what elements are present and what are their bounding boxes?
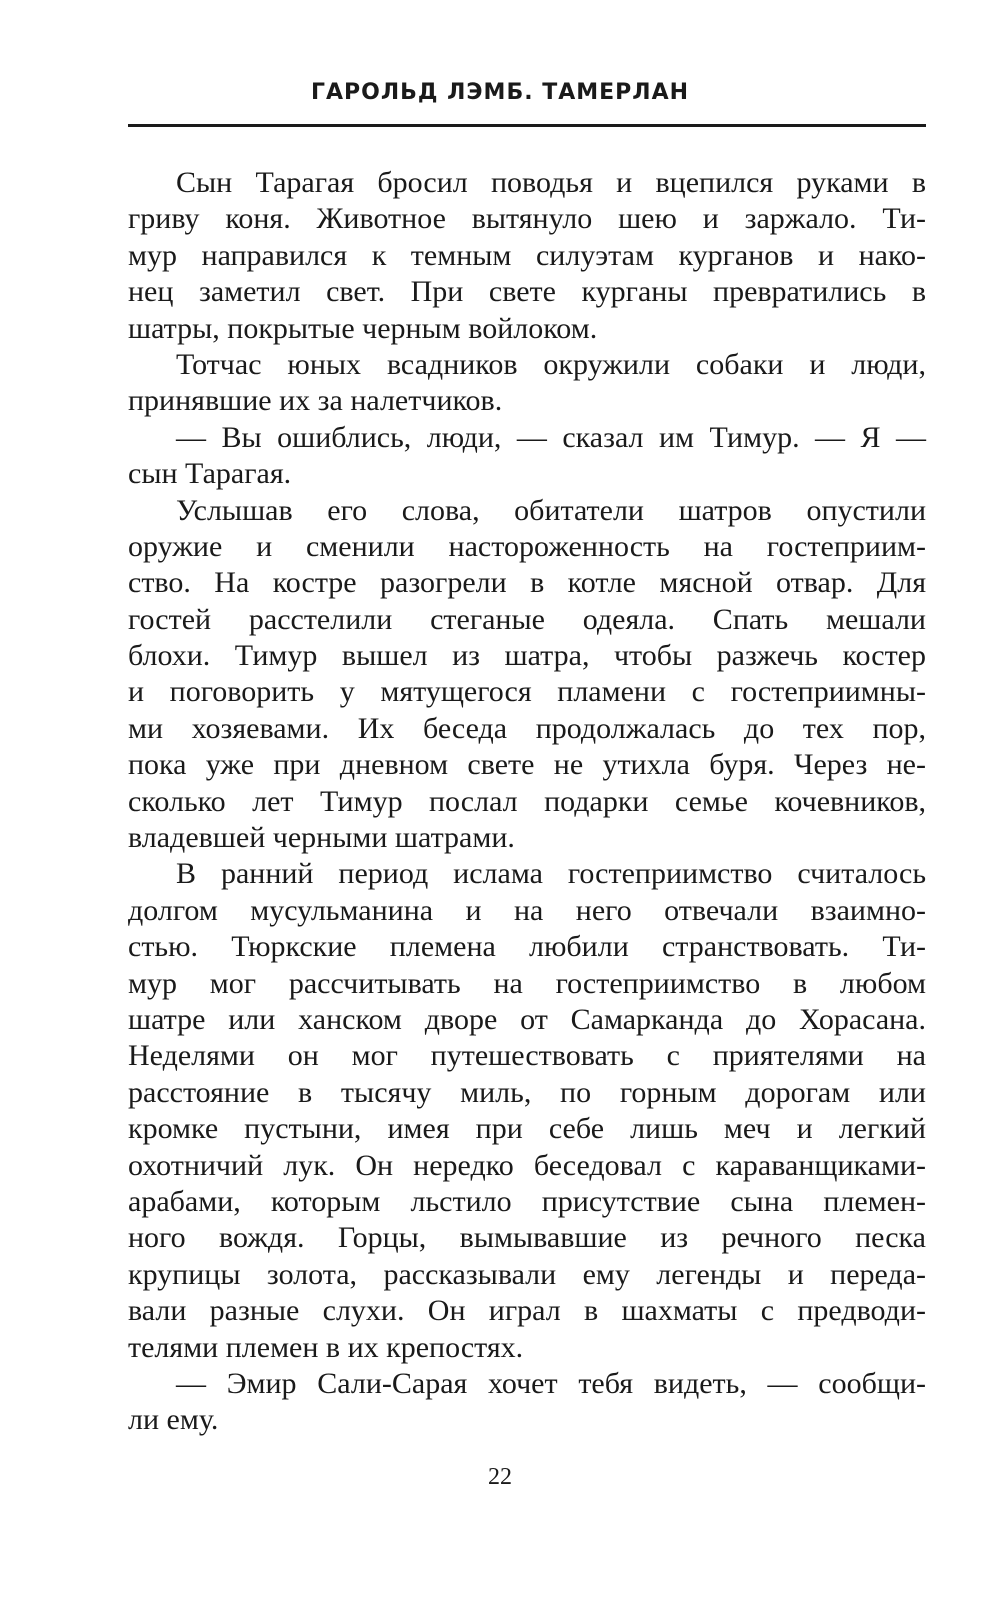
body-text <box>128 165 926 1439</box>
text-line: принявшие их за налетчиков. <box>128 384 503 418</box>
text-line: блохи. Тимур вышел из шатра, чтобы разжечь костер <box>128 639 926 673</box>
text-line: гриву коня. Животное вытянуло шею и заржало. Ти- <box>128 202 926 236</box>
paragraph <box>128 165 926 347</box>
text-line: — Вы ошиблись, люди, — сказал им Тимур. — Я — <box>176 420 926 454</box>
text-line: шатре или ханском дворе от Самарканда до Хорасана. <box>128 1002 926 1036</box>
text-line: Услышав его слова, обитатели шатров опустили <box>176 493 926 527</box>
text-line: владевшей черными шатрами. <box>128 821 515 855</box>
header-rule <box>128 124 926 127</box>
text-line: крупицы золота, рассказывали ему легенды и переда- <box>128 1257 926 1291</box>
running-head: ГАРОЛЬД ЛЭМБ. ТАМЕРЛАН <box>310 80 690 105</box>
text-line: пока уже при дневном свете не утихла буря. Через не- <box>128 748 926 782</box>
text-line: ство. На костре разогрели в котле мясной отвар. Для <box>128 566 926 600</box>
text-line: ми хозяевами. Их беседа продолжалась до тех пор, <box>128 711 926 745</box>
text-line: мур направился к темным силуэтам курганов и нако- <box>128 238 926 272</box>
text-line: Неделями он мог путешествовать с приятелями на <box>128 1039 926 1073</box>
text-line: сын Тарагая. <box>128 457 292 491</box>
text-line: — Эмир Сали-Сарая хочет тебя видеть, — сообщи- <box>176 1366 926 1400</box>
text-line: вали разные слухи. Он играл в шахматы с предводи- <box>128 1294 926 1328</box>
paragraph <box>128 856 926 1365</box>
text-line: шатры, покрытые черным войлоком. <box>128 311 598 345</box>
text-line: арабами, которым льстило присутствие сына племен- <box>128 1184 926 1218</box>
text-line: Тотчас юных всадников окружили собаки и люди, <box>176 347 926 381</box>
text-line: ного вождя. Горцы, вымывавшие из речного песка <box>128 1221 926 1255</box>
page-number: 22 <box>488 1464 512 1490</box>
text-line: Сын Тарагая бросил поводья и вцепился руками в <box>176 166 926 199</box>
text-line: оружие и сменили настороженность на гостеприим- <box>128 529 926 563</box>
text-line: и поговорить у мятущегося пламени с гостеприимны- <box>128 675 926 709</box>
text-line: нец заметил свет. При свете курганы превратились в <box>128 275 926 309</box>
text-line: мур мог рассчитывать на гостеприимство в любом <box>128 966 926 1000</box>
paragraph <box>128 1366 926 1439</box>
text-line: кромке пустыни, имея при себе лишь меч и легкий <box>128 1112 926 1146</box>
paragraph <box>128 493 926 857</box>
text-line: охотничий лук. Он нередко беседовал с караванщиками- <box>128 1148 926 1182</box>
text-line: ли ему. <box>128 1403 219 1437</box>
text-line: стью. Тюркские племена любили странствовать. Ти- <box>128 930 926 964</box>
text-line: гостей расстелили стеганые одеяла. Спать мешали <box>128 602 926 636</box>
text-line: телями племен в их крепостях. <box>128 1330 524 1364</box>
text-line: долгом мусульманина и на него отвечали взаимно- <box>128 893 926 927</box>
text-line: сколько лет Тимур послал подарки семье кочевников, <box>128 784 926 818</box>
paragraph <box>128 420 926 493</box>
text-line: расстояние в тысячу миль, по горным дорогам или <box>128 1075 926 1109</box>
text-line: В ранний период ислама гостеприимство считалось <box>176 857 926 891</box>
paragraph <box>128 347 926 420</box>
